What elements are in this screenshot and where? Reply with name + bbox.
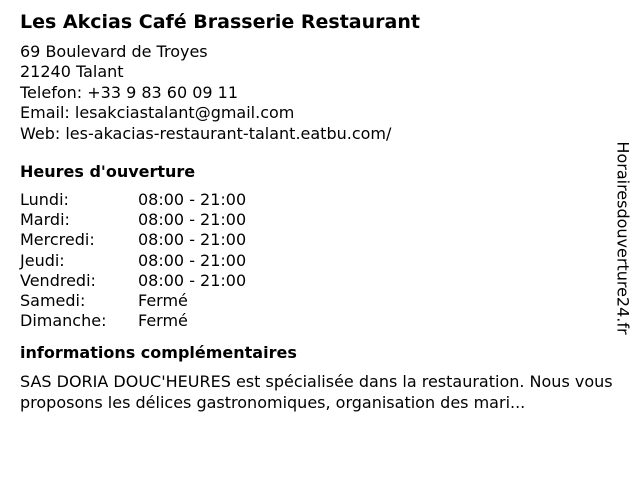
hours-table: [20, 190, 246, 331]
day-hours: 08:00 - 21:00: [138, 210, 247, 230]
phone-line: Telefon: +33 9 83 60 09 11: [20, 82, 239, 102]
day-hours: 08:00 - 21:00: [138, 270, 247, 290]
address-street: 69 Boulevard de Troyes: [20, 42, 208, 61]
day-hours: 08:00 - 21:00: [138, 250, 247, 270]
day-label: Dimanche:: [20, 311, 107, 331]
hours-row-mardi: [20, 210, 246, 230]
day-label: Mercredi:: [20, 230, 95, 250]
hours-row-jeudi: [20, 251, 246, 271]
business-name: Les Akcias Café Brasserie Restaurant: [20, 11, 420, 33]
day-label: Jeudi:: [20, 250, 65, 270]
day-label: Samedi:: [20, 291, 86, 311]
day-hours: Fermé: [138, 311, 188, 331]
hours-row-samedi: [20, 291, 246, 311]
day-hours: Fermé: [138, 291, 188, 311]
address-city: 21240 Talant: [20, 62, 124, 82]
website-line: Web: les-akacias-restaurant-talant.eatbu.com/: [20, 123, 392, 143]
hours-row-lundi: [20, 190, 246, 210]
hours-row-mercredi: [20, 230, 246, 250]
hours-heading: Heures d'ouverture: [20, 162, 196, 182]
day-label: Mardi:: [20, 210, 70, 230]
info-description: SAS DORIA DOUC'HEURES est spécialisée dans la restauration. Nous vous proposons les délices gastronomiques, organisation des mari...: [20, 372, 613, 413]
business-card: [20, 10, 613, 413]
site-watermark: Horairesdouverture24.fr: [613, 141, 633, 335]
address-block: [20, 42, 600, 144]
day-hours: 08:00 - 21:00: [138, 190, 247, 210]
info-heading: informations complémentaires: [20, 343, 297, 363]
day-label: Vendredi:: [20, 270, 96, 290]
email-line: Email: lesakciastalant@gmail.com: [20, 103, 295, 123]
day-label: Lundi:: [20, 190, 69, 210]
hours-row-vendredi: [20, 271, 246, 291]
hours-row-dimanche: [20, 311, 246, 331]
day-hours: 08:00 - 21:00: [138, 230, 247, 250]
